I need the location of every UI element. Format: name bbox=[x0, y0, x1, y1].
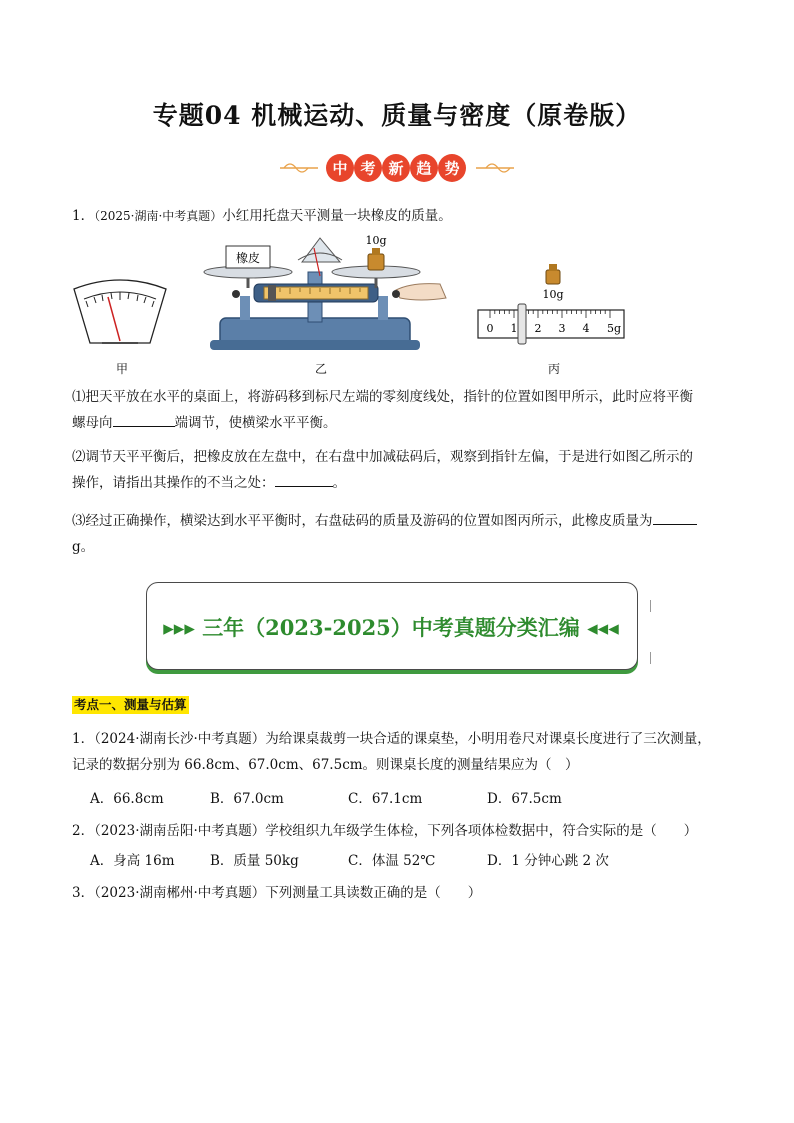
figure-caption-c: 丙 bbox=[547, 362, 560, 376]
arrow-right-icon: ▸▸▸ bbox=[163, 615, 195, 640]
pointer-dial-figure bbox=[70, 275, 170, 355]
option-b[interactable]: B．67.0cm bbox=[210, 791, 284, 807]
option-b[interactable]: B．质量 50kg bbox=[210, 853, 299, 869]
question-3: 2．（2023·湖南岳阳·中考真题）学校组织九年级学生体检，下列各项体检数据中，符合实际的是（ ） bbox=[72, 823, 698, 839]
banner-char: 中 bbox=[332, 159, 348, 178]
option-a[interactable]: A．66.8cm bbox=[90, 791, 164, 807]
eraser-label: 橡皮 bbox=[235, 251, 261, 265]
weight-10g-icon bbox=[368, 254, 384, 270]
question-1-part-2: ⑵调节天平平衡后，把橡皮放在左盘中，在右盘中加减砝码后，观察到指针左偏，于是进行如图乙所示的 操作，请指出其操作的不当之处： 。 bbox=[72, 449, 693, 491]
rider-scale-figure bbox=[476, 262, 628, 354]
arrow-left-icon: ◂◂◂ bbox=[587, 615, 619, 640]
question-1-part-3: ⑶经过正确操作，横梁达到水平平衡时，右盘砝码的质量及游码的位置如图丙所示，此橡皮质量为 g。 bbox=[72, 508, 732, 560]
weight-label: 10g bbox=[365, 234, 387, 247]
balance-scale-figure bbox=[200, 232, 450, 354]
figure-caption-a: 甲 bbox=[115, 362, 128, 376]
banner-char: 考 bbox=[360, 159, 376, 178]
scale-tick-label: 2 bbox=[534, 322, 542, 335]
banner-char: 势 bbox=[444, 159, 460, 178]
question-1-part-1: ⑴把天平放在水平的桌面上，将游码移到标尺左端的零刻度线处，指针的位置如图甲所示，此时应将平衡 螺母向 端调节，使横梁水平平衡。 bbox=[72, 389, 693, 431]
hand-icon bbox=[396, 284, 446, 300]
banner-char: 新 bbox=[388, 159, 404, 178]
weight-label: 10g bbox=[542, 288, 564, 301]
scale-tick-label: 5g bbox=[606, 322, 622, 335]
option-d[interactable]: D．67.5cm bbox=[487, 791, 562, 807]
page-title: 专题04 机械运动、质量与密度（原卷版） bbox=[152, 101, 642, 130]
scale-tick-label: 1 bbox=[510, 322, 518, 335]
answer-blank[interactable] bbox=[653, 510, 697, 525]
option-c[interactable]: C．体温 52℃ bbox=[348, 853, 436, 869]
scale-tick-label: 3 bbox=[558, 322, 566, 335]
question-3-options bbox=[90, 848, 730, 874]
answer-blank[interactable] bbox=[113, 412, 175, 427]
section-banner bbox=[276, 148, 518, 188]
banner-ornament-icon bbox=[276, 148, 518, 188]
scale-tick-label: 4 bbox=[582, 322, 590, 335]
question-2-options bbox=[90, 786, 730, 812]
option-d[interactable]: D．1 分钟心跳 2 次 bbox=[487, 853, 609, 869]
rider-icon bbox=[518, 304, 526, 344]
weight-10g-icon bbox=[546, 270, 560, 284]
option-a[interactable]: A．身高 16m bbox=[90, 853, 175, 869]
banner-char: 趋 bbox=[416, 159, 432, 178]
rider-icon bbox=[268, 285, 276, 301]
scale-tick-label: 0 bbox=[486, 322, 494, 335]
figure-caption-b: 乙 bbox=[314, 362, 327, 376]
topic-label: 考点一、测量与估算 bbox=[74, 697, 187, 712]
question-1-stem: 1．（2025·湖南·中考真题）小红用托盘天平测量一块橡皮的质量。 bbox=[72, 208, 452, 224]
option-c[interactable]: C．67.1cm bbox=[348, 791, 423, 807]
answer-blank[interactable] bbox=[275, 472, 333, 487]
section-title: ▸▸▸ 三年（2023-2025）中考真题分类汇编 ◂◂◂ bbox=[163, 615, 619, 640]
question-2: 1．（2024·湖南长沙·中考真题）为给课桌裁剪一块合适的课桌垫，小明用卷尺对课桌长度进行了三次测量， 记录的数据分别为 66.8cm、67.0cm、67.5cm。则课桌长度的测量结果应为（ ） bbox=[72, 731, 711, 773]
question-4: 3．（2023·湖南郴州·中考真题）下列测量工具读数正确的是（ ） bbox=[72, 885, 482, 901]
